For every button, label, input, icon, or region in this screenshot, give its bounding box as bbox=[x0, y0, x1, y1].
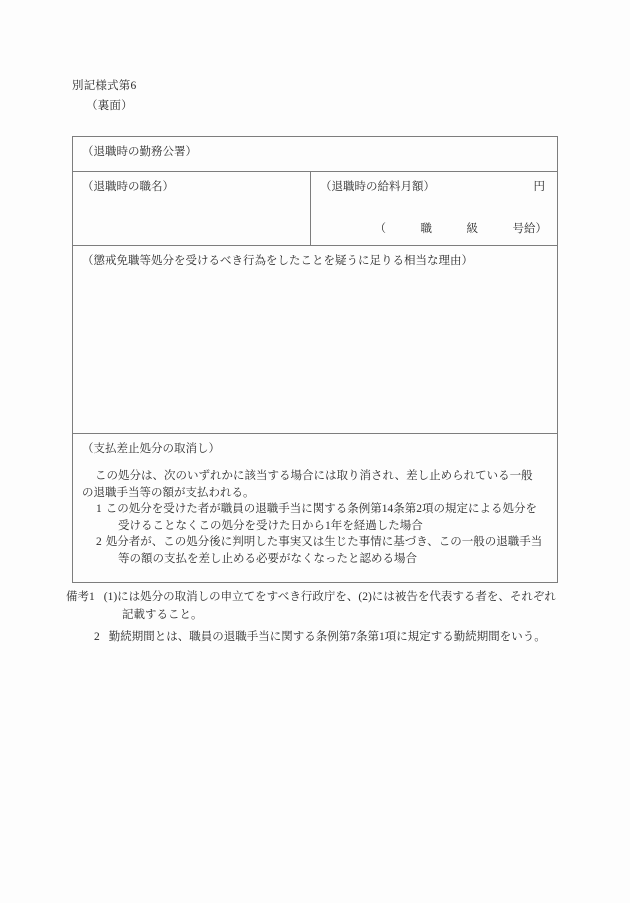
cancellation-item-2-text: 処分者が、この処分後に判明した事実又は生じた事情に基づき、この一般の退職手当等の額の支払を差し止める必要がなくなったと認める場合 bbox=[105, 536, 543, 565]
form-side-label: （裏面） bbox=[86, 100, 133, 112]
footnote-2 bbox=[66, 628, 566, 646]
office-cell bbox=[73, 137, 557, 171]
retirement-allowance-table bbox=[72, 136, 558, 583]
footnotes bbox=[66, 588, 566, 646]
cancellation-item-2-number: 2 bbox=[96, 536, 102, 548]
job-title-cell bbox=[73, 172, 311, 245]
footnote-2-text: 勤続期間とは、職員の退職手当に関する条例第7条第1項に規定する勤続期間をいう。 bbox=[108, 631, 546, 643]
footnote-1-text: (1)には処分の取消しの申立てをすべき行政庁を、(2)には被告を代表する者を、それぞれ記載すること。 bbox=[103, 591, 556, 621]
footnote-1 bbox=[66, 588, 566, 624]
cancellation-body: この処分は、次のいずれかに該当する場合には取り消され、差し止められている一般の退職手当等の額が支払われる。 bbox=[82, 470, 533, 499]
table-row-office bbox=[73, 137, 557, 172]
salary-label: （退職時の給料月額） bbox=[320, 181, 435, 193]
reason-label: （懲戒免職等処分を受けるべき行為をしたことを疑うに足りる相当な理由） bbox=[82, 255, 473, 267]
form-number: 別記様式第6 bbox=[72, 80, 137, 92]
footnote-2-label: 2 bbox=[94, 631, 100, 643]
grade-rank-line: （ 職 級 号給） bbox=[374, 223, 547, 235]
reason-cell bbox=[73, 246, 557, 433]
cancellation-heading: （支払差止処分の取消し） bbox=[82, 443, 220, 455]
salary-unit-label: 円 bbox=[533, 181, 545, 193]
job-title-label: （退職時の職名） bbox=[82, 181, 174, 193]
office-label: （退職時の勤務公署） bbox=[82, 146, 197, 158]
cancellation-item-1 bbox=[82, 501, 548, 534]
salary-cell bbox=[311, 172, 557, 245]
table-row-reason bbox=[73, 246, 557, 434]
cancellation-item-1-number: 1 bbox=[96, 503, 102, 515]
table-row-cancellation bbox=[73, 434, 557, 582]
cancellation-item-2 bbox=[82, 534, 548, 567]
footnote-1-label: 備考1 bbox=[66, 591, 95, 603]
table-row-title-salary bbox=[73, 172, 557, 246]
cancellation-cell bbox=[73, 434, 557, 582]
cancellation-item-1-text: この処分を受けた者が職員の退職手当に関する条例第14条第2項の規定による処分を受けることなくこの処分を受けた日から1年を経過した場合 bbox=[105, 503, 537, 532]
